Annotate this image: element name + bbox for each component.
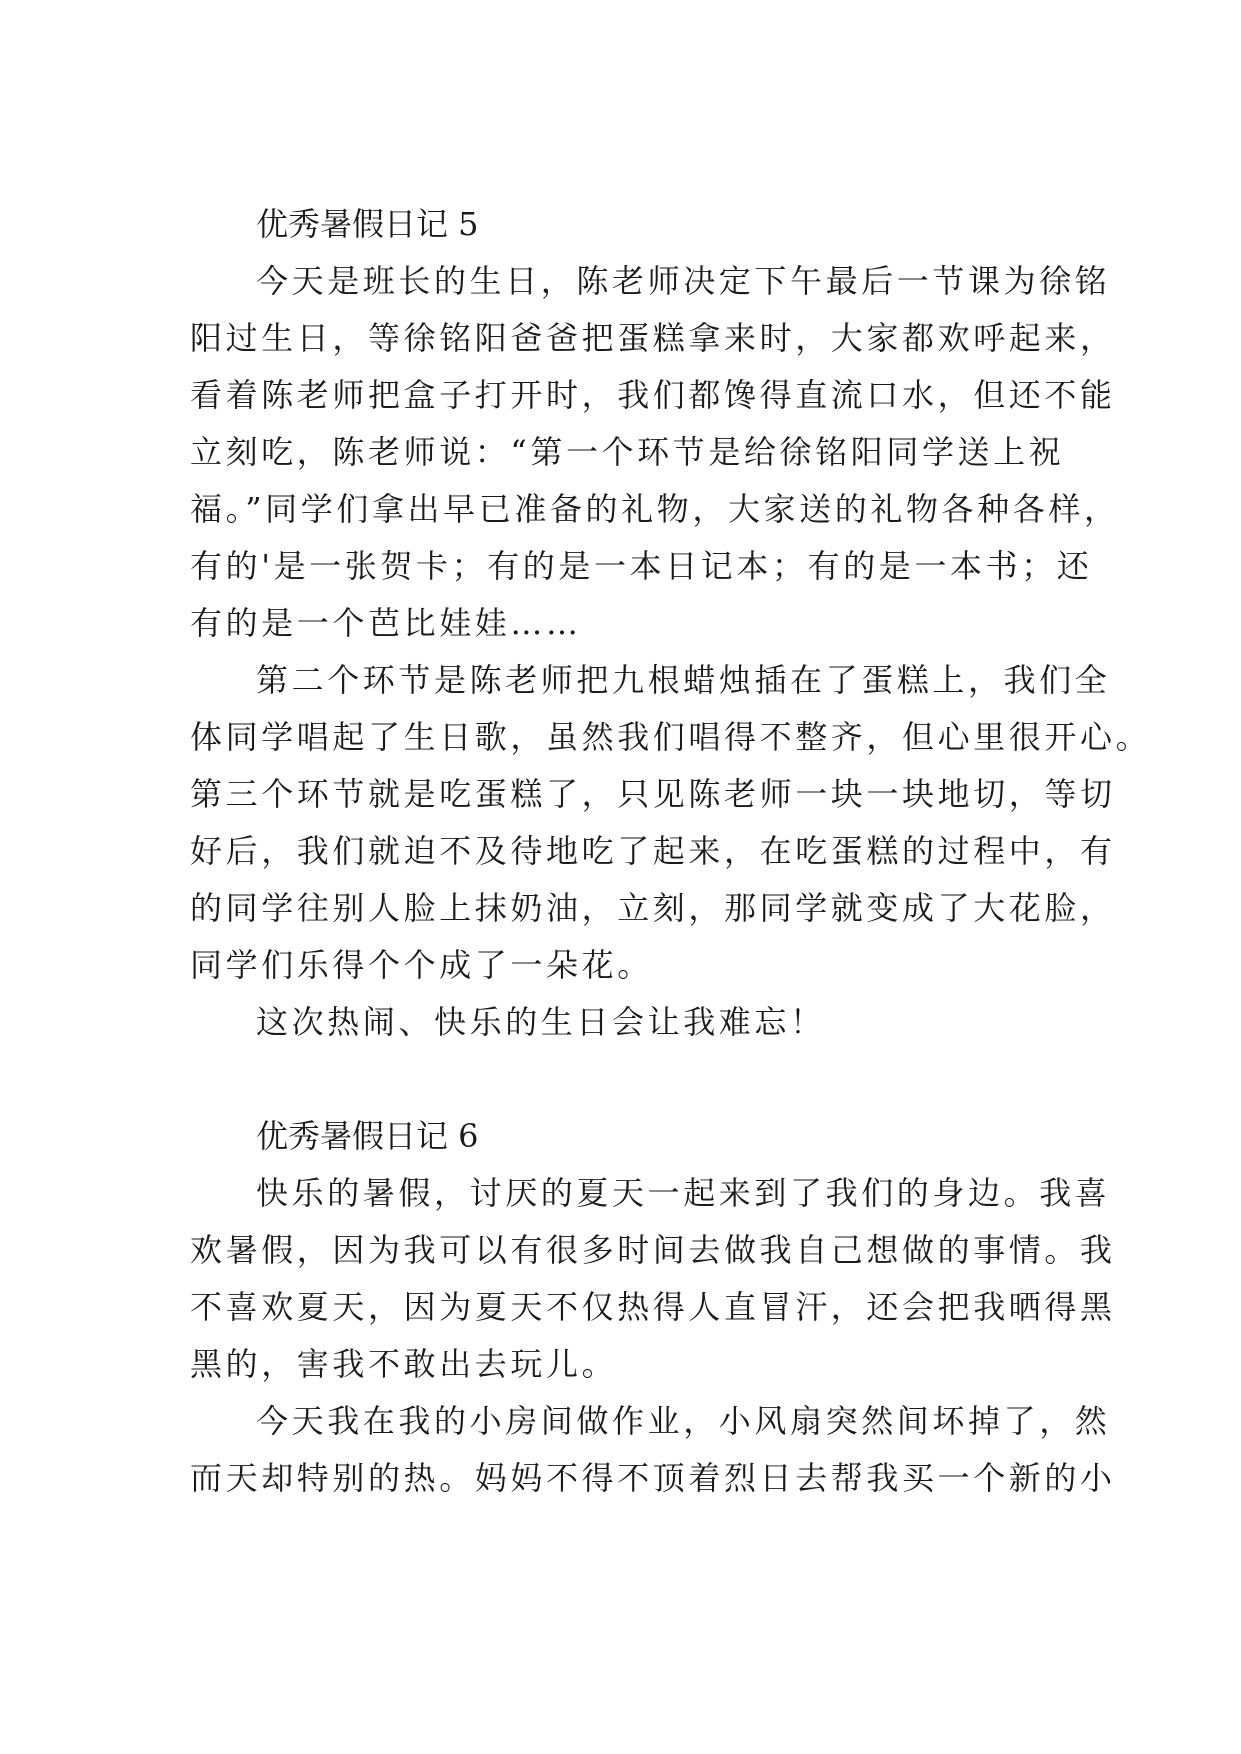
text-line: 第三个环节就是吃蛋糕了，只见陈老师一块一块地切，等切 [190,775,1116,813]
text-line: 欢暑假，因为我可以有很多时间去做我自己想做的事情。我 [190,1231,1116,1269]
text-line: 不喜欢夏天，因为夏天不仅热得人直冒汗，还会把我晒得黑 [190,1288,1116,1326]
diary-entry-5 [190,196,1152,1051]
entry-body [190,1165,1116,1507]
text-line: 有的是一个芭比娃娃…… [190,604,582,642]
text-line: 第二个环节是陈老师把九根蜡烛插在了蛋糕上，我们全 [256,661,1111,699]
text-line: 同学们乐得个个成了一朵花。 [190,946,653,984]
text-line: 今天是班长的生日，陈老师决定下午最后一节课为徐铭 [256,262,1111,300]
text-line: 黑的，害我不敢出去玩儿。 [190,1345,618,1383]
entry-body [190,253,1152,1051]
document-page [190,196,1152,1507]
entry-heading: 优秀暑假日记 5 [256,205,479,243]
entry-heading: 优秀暑假日记 6 [256,1117,479,1155]
text-line: 好后，我们就迫不及待地吃了起来，在吃蛋糕的过程中，有 [190,832,1116,870]
text-line: 阳过生日，等徐铭阳爸爸把蛋糕拿来时，大家都欢呼起来， [190,319,1116,357]
diary-entry-6 [190,1108,1116,1507]
text-line: 快乐的暑假，讨厌的夏天一起来到了我们的身边。我喜 [256,1174,1111,1212]
text-line: 这次热闹、快乐的生日会让我难忘！ [256,1003,826,1041]
text-line: 的同学往别人脸上抹奶油，立刻，那同学就变成了大花脸， [190,889,1116,927]
text-line: 福。”同学们拿出早已准备的礼物，大家送的礼物各种各样， [190,490,1120,528]
text-line: 看着陈老师把盒子打开时，我们都馋得直流口水，但还不能 [190,376,1116,414]
text-line: 立刻吃，陈老师说：“第一个环节是给徐铭阳同学送上祝 [190,433,1065,471]
text-line: 体同学唱起了生日歌，虽然我们唱得不整齐，但心里很开心。 [190,718,1152,756]
text-line: 而天却特别的热。妈妈不得不顶着烈日去帮我买一个新的小 [190,1459,1116,1497]
text-line: 今天我在我的小房间做作业，小风扇突然间坏掉了，然 [256,1402,1111,1440]
text-line: 有的'是一张贺卡；有的是一本日记本；有的是一本书；还 [190,547,1093,585]
